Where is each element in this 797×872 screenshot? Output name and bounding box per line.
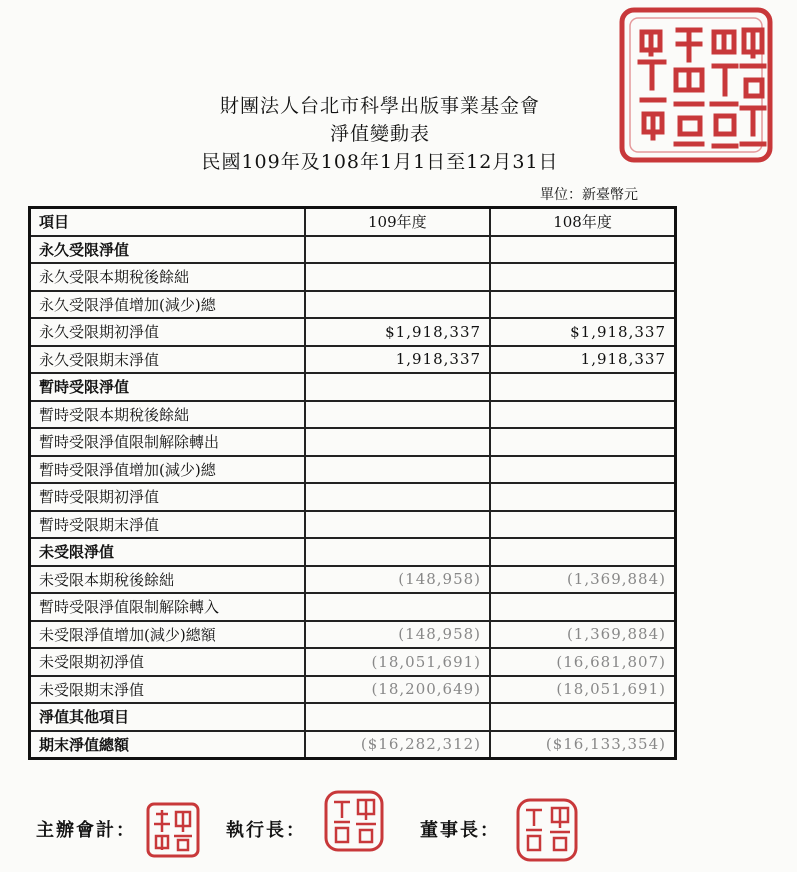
value-109: (148,958) — [305, 566, 490, 594]
table-row — [30, 373, 676, 401]
value-109 — [305, 291, 490, 319]
accountant-seal-stamp — [144, 800, 202, 860]
value-109: ($16,282,312) — [305, 731, 490, 759]
column-header-109: 109年度 — [305, 208, 490, 236]
currency-unit: 單位：新臺幣元 — [540, 187, 638, 203]
chairman-seal-stamp — [514, 796, 580, 864]
net-worth-change-table — [28, 206, 677, 760]
row-label: 暫時受限淨值 — [30, 373, 305, 401]
table-row — [30, 263, 676, 291]
table-row — [30, 236, 676, 264]
table-row — [30, 291, 676, 319]
table-row — [30, 648, 676, 676]
value-109 — [305, 263, 490, 291]
row-label: 永久受限期初淨值 — [30, 318, 305, 346]
value-108 — [490, 593, 675, 621]
table-row — [30, 703, 676, 731]
row-label: 永久受限淨值增加(減少)總 — [30, 291, 305, 319]
table-row — [30, 566, 676, 594]
value-109 — [305, 511, 490, 539]
table-row — [30, 731, 676, 759]
row-label: 期末淨值總額 — [30, 731, 305, 759]
value-108 — [490, 263, 675, 291]
value-108 — [490, 236, 675, 264]
row-label: 暫時受限期末淨值 — [30, 511, 305, 539]
value-109: $1,918,337 — [305, 318, 490, 346]
row-label: 暫時受限本期稅後餘絀 — [30, 401, 305, 429]
row-label: 未受限淨值 — [30, 538, 305, 566]
table-row — [30, 456, 676, 484]
value-109 — [305, 593, 490, 621]
value-108 — [490, 483, 675, 511]
value-108: $1,918,337 — [490, 318, 675, 346]
row-label: 未受限期初淨值 — [30, 648, 305, 676]
table-row — [30, 401, 676, 429]
row-label: 未受限淨值增加(減少)總額 — [30, 621, 305, 649]
ceo-label: 執行長： — [226, 820, 306, 841]
table-row — [30, 593, 676, 621]
value-109: 1,918,337 — [305, 346, 490, 374]
value-108: 1,918,337 — [490, 346, 675, 374]
value-109 — [305, 456, 490, 484]
statement-header — [180, 92, 580, 176]
value-108: (1,369,884) — [490, 566, 675, 594]
value-108: ($16,133,354) — [490, 731, 675, 759]
table-row — [30, 483, 676, 511]
table-row — [30, 621, 676, 649]
value-108: (18,051,691) — [490, 676, 675, 704]
table-row — [30, 346, 676, 374]
value-109: (18,051,691) — [305, 648, 490, 676]
table-row — [30, 676, 676, 704]
value-108: (1,369,884) — [490, 621, 675, 649]
value-108 — [490, 456, 675, 484]
value-108 — [490, 703, 675, 731]
table-row — [30, 318, 676, 346]
value-109 — [305, 236, 490, 264]
value-108 — [490, 291, 675, 319]
value-109 — [305, 483, 490, 511]
value-109 — [305, 538, 490, 566]
row-label: 未受限期末淨值 — [30, 676, 305, 704]
row-label: 未受限本期稅後餘絀 — [30, 566, 305, 594]
statement-title: 淨值變動表 — [329, 123, 430, 145]
row-label: 永久受限本期稅後餘絀 — [30, 263, 305, 291]
table-header-row — [30, 208, 676, 236]
row-label: 暫時受限淨值限制解除轉出 — [30, 428, 305, 456]
row-label: 暫時受限期初淨值 — [30, 483, 305, 511]
value-109 — [305, 373, 490, 401]
value-108: (16,681,807) — [490, 648, 675, 676]
row-label: 永久受限淨值 — [30, 236, 305, 264]
column-header-108: 108年度 — [490, 208, 675, 236]
row-label: 暫時受限淨值增加(減少)總 — [30, 456, 305, 484]
value-109 — [305, 428, 490, 456]
table-row — [30, 511, 676, 539]
table-body — [30, 236, 676, 759]
signature-row — [36, 800, 776, 872]
value-108 — [490, 511, 675, 539]
value-109: (148,958) — [305, 621, 490, 649]
ceo-seal-stamp — [322, 788, 386, 854]
value-108 — [490, 373, 675, 401]
value-108 — [490, 401, 675, 429]
value-108 — [490, 428, 675, 456]
row-label: 暫時受限淨值限制解除轉入 — [30, 593, 305, 621]
value-109: (18,200,649) — [305, 676, 490, 704]
organization-seal-stamp — [616, 4, 776, 166]
accountant-label: 主辦會計： — [36, 820, 136, 841]
value-109 — [305, 401, 490, 429]
chairman-label: 董事長： — [420, 820, 500, 841]
row-label: 永久受限期末淨值 — [30, 346, 305, 374]
organization-name: 財團法人台北市科學出版事業基金會 — [219, 95, 540, 117]
row-label: 淨值其他項目 — [30, 703, 305, 731]
column-header-item: 項目 — [30, 208, 305, 236]
table-row — [30, 428, 676, 456]
value-108 — [490, 538, 675, 566]
statement-period: 民國109年及108年1月1日至12月31日 — [201, 151, 559, 173]
value-109 — [305, 703, 490, 731]
table-row — [30, 538, 676, 566]
